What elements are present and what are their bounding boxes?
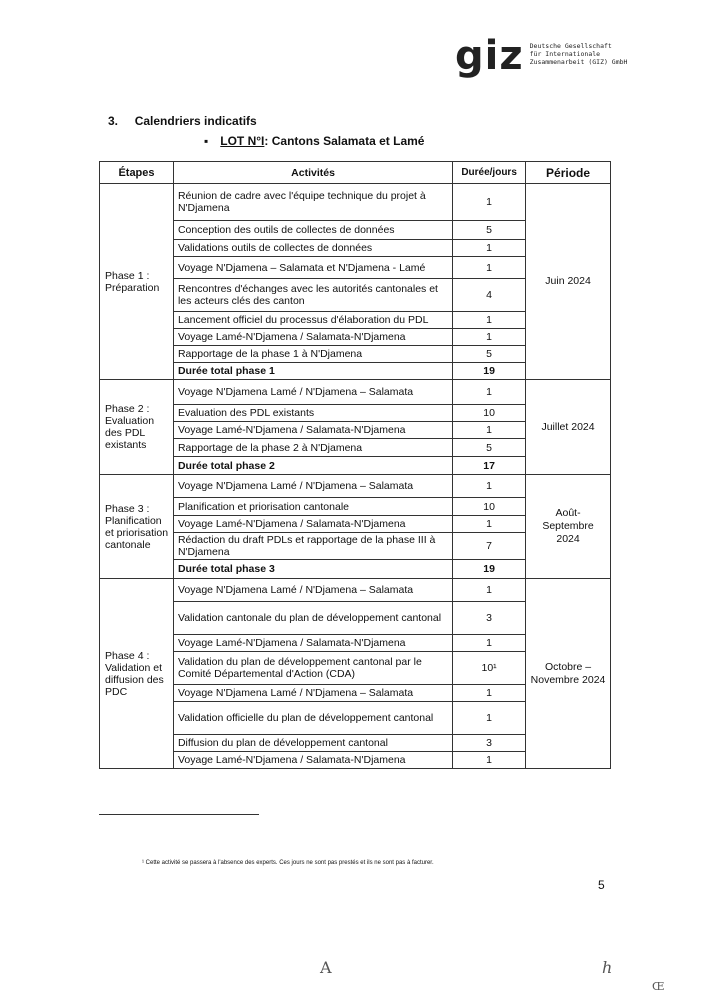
duration-cell: 10 (453, 405, 526, 422)
duration-cell: 1 (453, 635, 526, 652)
duration-cell: 1 (453, 329, 526, 346)
duration-cell: 7 (453, 533, 526, 560)
period-cell: Août-Septembre 2024 (526, 475, 611, 579)
table-row (100, 475, 611, 498)
giz-logo (455, 33, 628, 79)
page-number: 5 (598, 878, 605, 892)
activity-cell: Validation officielle du plan de développement cantonal (173, 702, 452, 735)
duration-cell: 1 (453, 312, 526, 329)
section-title-text: Calendriers indicatifs (134, 114, 257, 128)
phase-total-value: 19 (453, 363, 526, 380)
header-periode: Période (526, 162, 611, 184)
period-cell: Juin 2024 (526, 184, 611, 380)
activity-cell: Rapportage de la phase 2 à N'Djamena (173, 439, 452, 457)
schedule-table (99, 161, 611, 769)
activity-cell: Validations outils de collectes de données (173, 240, 452, 257)
activity-cell: Voyage N'Djamena – Salamata et N'Djamena - Lamé (173, 257, 452, 279)
logo-line-1: Deutsche Gesellschaft (529, 42, 612, 50)
duration-cell: 5 (453, 346, 526, 363)
phase-label: Phase 4 : Validation et diffusion des PDC (100, 579, 174, 769)
duration-cell: 1 (453, 702, 526, 735)
section-title (108, 114, 257, 128)
phase-total-value: 17 (453, 457, 526, 475)
footnote: ¹ Cette activité se passera à l'absence des experts. Ces jours ne sont pas prestés et ils ne sont pas à facturer. (142, 860, 434, 866)
activity-cell: Voyage N'Djamena Lamé / N'Djamena – Salamata (173, 380, 452, 405)
activity-cell: Validation du plan de développement cantonal par le Comité Départemental d'Action (CDA) (173, 652, 452, 685)
phase-label: Phase 2 : Evaluation des PDL existants (100, 380, 174, 475)
phase-label: Phase 3 : Planification et priorisation cantonale (100, 475, 174, 579)
duration-cell: 1 (453, 685, 526, 702)
duration-cell: 1 (453, 475, 526, 498)
bullet-icon: ▪ (204, 134, 209, 148)
activity-cell: Evaluation des PDL existants (173, 405, 452, 422)
phase-total-label: Durée total phase 3 (173, 560, 452, 579)
table-body (100, 184, 611, 769)
duration-cell: 1 (453, 516, 526, 533)
duration-cell: 1 (453, 752, 526, 769)
logo-line-3: Zusammenarbeit (GIZ) GmbH (529, 58, 628, 66)
activity-cell: Lancement officiel du processus d'élaboration du PDL (173, 312, 452, 329)
logo-line-2: für Internationale (529, 50, 601, 58)
duration-cell: 1 (453, 380, 526, 405)
activity-cell: Voyage Lamé-N'Djamena / Salamata-N'Djamena (173, 422, 452, 439)
duration-cell: 1 (453, 184, 526, 221)
activity-cell: Rapportage de la phase 1 à N'Djamena (173, 346, 452, 363)
duration-cell: 10¹ (453, 652, 526, 685)
duration-cell: 3 (453, 735, 526, 752)
activity-cell: Voyage Lamé-N'Djamena / Salamata-N'Djamena (173, 516, 452, 533)
activity-cell: Rédaction du draft PDLs et rapportage de la phase III à N'Djamena (173, 533, 452, 560)
phase-total-value: 19 (453, 560, 526, 579)
activity-cell: Validation cantonale du plan de développement cantonal (173, 602, 452, 635)
duration-cell: 1 (453, 422, 526, 439)
activity-cell: Diffusion du plan de développement cantonal (173, 735, 452, 752)
table-row (100, 579, 611, 602)
duration-cell: 1 (453, 240, 526, 257)
phase-total-label: Durée total phase 1 (173, 363, 452, 380)
duration-cell: 4 (453, 279, 526, 312)
logo-text (530, 42, 628, 66)
duration-cell: 5 (453, 439, 526, 457)
activity-cell: Rencontres d'échanges avec les autorités cantonales et les acteurs clés des canton (173, 279, 452, 312)
lot-title (204, 134, 424, 148)
logo-mark: giz (455, 33, 524, 79)
header-activites: Activités (173, 162, 452, 184)
duration-cell: 10 (453, 498, 526, 516)
handwritten-initial-3: Œ (652, 980, 665, 993)
activity-cell: Réunion de cadre avec l'équipe technique du projet à N'Djamena (173, 184, 452, 221)
activity-cell: Conception des outils de collectes de données (173, 221, 452, 240)
footnote-separator (99, 814, 259, 815)
activity-cell: Voyage Lamé-N'Djamena / Salamata-N'Djamena (173, 752, 452, 769)
duration-cell: 3 (453, 602, 526, 635)
lot-rest: : Cantons Salamata et Lamé (264, 134, 425, 148)
handwritten-initial-1: A (320, 958, 332, 977)
handwritten-initial-2: ℎ (602, 958, 613, 977)
table-row (100, 380, 611, 405)
phase-label: Phase 1 : Préparation (100, 184, 174, 380)
period-cell: Juillet 2024 (526, 380, 611, 475)
activity-cell: Voyage Lamé-N'Djamena / Salamata-N'Djamena (173, 329, 452, 346)
section-number: 3. (108, 114, 119, 128)
activity-cell: Voyage N'Djamena Lamé / N'Djamena – Salamata (173, 685, 452, 702)
table-header-row (100, 162, 611, 184)
header-etapes: Étapes (100, 162, 174, 184)
table-row (100, 184, 611, 221)
activity-cell: Voyage N'Djamena Lamé / N'Djamena – Salamata (173, 475, 452, 498)
duration-cell: 1 (453, 257, 526, 279)
period-cell: Octobre – Novembre 2024 (526, 579, 611, 769)
duration-cell: 1 (453, 579, 526, 602)
activity-cell: Planification et priorisation cantonale (173, 498, 452, 516)
phase-total-label: Durée total phase 2 (173, 457, 452, 475)
header-duree: Durée/jours (453, 162, 526, 184)
lot-label: LOT N°I (220, 134, 265, 148)
activity-cell: Voyage N'Djamena Lamé / N'Djamena – Salamata (173, 579, 452, 602)
duration-cell: 5 (453, 221, 526, 240)
activity-cell: Voyage Lamé-N'Djamena / Salamata-N'Djamena (173, 635, 452, 652)
